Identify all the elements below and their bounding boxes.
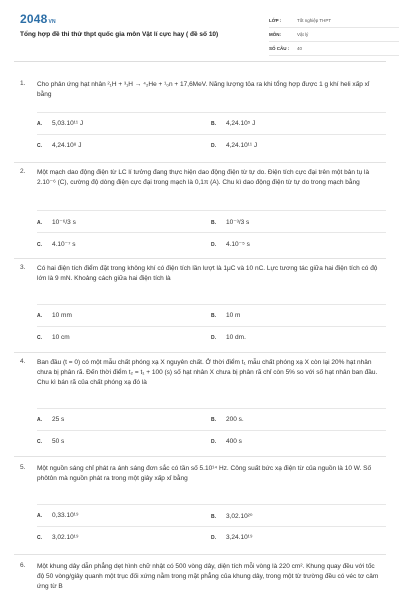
option-text: 400 s <box>226 438 242 445</box>
option-d[interactable] <box>211 240 250 248</box>
option-letter: B. <box>211 220 216 226</box>
option-letter: D. <box>211 439 216 445</box>
option-d[interactable] <box>211 438 242 445</box>
answer-options <box>37 210 386 254</box>
option-a[interactable] <box>37 512 79 519</box>
option-letter: B. <box>211 417 216 423</box>
option-a[interactable] <box>37 218 76 226</box>
option-text: 3,02.10¹⁹ <box>52 534 79 541</box>
option-d[interactable] <box>211 142 257 149</box>
option-c[interactable] <box>37 334 70 341</box>
question-text: Ban đầu (t = 0) có một mẫu chất phóng xạ X nguyên chất. Ở thời điểm t₁ mẫu chất phóng xạ X còn lại 20% hạt nhân chưa bị phân rã. Đến thời điểm t₂ = t₁ + 100 (s) số hạt nhân X chưa bị phân rã chỉ còn 5% so với số hạt nhân ban đầu. Chu kì bán rã của chất phóng xạ đó là <box>37 359 378 386</box>
option-letter: D. <box>211 335 216 341</box>
logo-text: 2048 <box>20 12 48 26</box>
page-title: Tổng hợp đề thi thử thpt quốc gia môn Vật lí cực hay ( đề số 10) <box>20 31 219 38</box>
option-d[interactable] <box>211 534 253 541</box>
option-c[interactable] <box>37 534 79 541</box>
option-b[interactable] <box>211 312 240 319</box>
option-letter: B. <box>211 313 216 319</box>
option-letter: C. <box>37 335 42 341</box>
option-text: 10⁻³/3 s <box>226 219 250 226</box>
meta-value: Tốt nghiệp THPT <box>297 18 332 23</box>
option-letter: A. <box>37 513 42 519</box>
meta-value: 40 <box>297 46 303 51</box>
question-text: Một nguồn sáng chỉ phát ra ánh sáng đơn sắc có tần số 5.10¹⁴ Hz. Công suất bức xạ điện từ của nguồn là 10 W. Số phôtôn mà nguồn phát ra trong một giây xấp xỉ bằng <box>37 465 372 482</box>
option-text: 10 mm <box>52 312 72 319</box>
option-b[interactable] <box>211 512 252 520</box>
option-b[interactable] <box>211 120 255 127</box>
question-number: 5. <box>20 464 26 471</box>
option-text: 0,33.10¹⁹ <box>52 512 79 519</box>
option-row <box>37 430 386 452</box>
option-text: 4,24.10⁵ J <box>226 120 256 127</box>
question-divider <box>14 554 386 555</box>
option-text: 4.10⁻⁵ s <box>226 241 250 248</box>
question-number: 3. <box>20 264 26 271</box>
question-number: 2. <box>20 168 26 175</box>
answer-options <box>37 408 386 452</box>
option-text: 50 s <box>52 438 65 445</box>
option-letter: A. <box>37 220 42 226</box>
question-text: Cho phản ứng hạt nhân ²₁H + ³₁H → ⁴₂He + ¹₀n + 17,6MeV. Năng lượng tỏa ra khi tổng hợp được 1 g khí heli xấp xỉ bằng <box>37 81 370 98</box>
question-number: 6. <box>20 562 26 569</box>
option-letter: A. <box>37 313 42 319</box>
meta-label: LỚP : <box>269 18 282 23</box>
option-row <box>37 526 386 548</box>
option-b[interactable] <box>211 416 244 423</box>
option-letter: C. <box>37 242 42 248</box>
meta-class <box>269 14 399 28</box>
meta-value: Vật lý <box>297 32 309 37</box>
option-a[interactable] <box>37 120 83 127</box>
meta-count <box>269 42 399 56</box>
option-letter: B. <box>211 514 216 520</box>
option-letter: D. <box>211 242 216 248</box>
answer-options <box>37 304 386 348</box>
option-letter: C. <box>37 439 42 445</box>
meta-subject <box>269 28 399 42</box>
question-text: Một mạch dao động điện từ LC lí tưởng đang thực hiện dao động điện từ tự do. Điện tích cực đại trên một bản tụ là 2.10⁻⁶ (C), cường độ dòng điện cực đại trong mạch là 0,1π (A). Chu kì dao động điện từ tự do trong mạch bằng <box>37 169 370 186</box>
option-c[interactable] <box>37 142 82 149</box>
option-letter: C. <box>37 143 42 149</box>
question-number: 1. <box>20 80 26 87</box>
option-letter: A. <box>37 121 42 127</box>
question-divider <box>14 352 386 353</box>
option-text: 3,02.10²⁰ <box>226 513 253 520</box>
question-divider <box>14 162 386 163</box>
option-row <box>37 304 386 326</box>
option-b[interactable] <box>211 218 249 226</box>
option-row <box>37 134 386 156</box>
option-row <box>37 408 386 430</box>
meta-label: SỐ CÂU : <box>269 46 290 51</box>
answer-options <box>37 504 386 548</box>
option-letter: C. <box>37 535 42 541</box>
option-a[interactable] <box>37 312 72 319</box>
option-c[interactable] <box>37 240 76 248</box>
answer-options <box>37 112 386 156</box>
option-text: 4,24.10⁸ J <box>52 142 82 149</box>
question-divider <box>14 258 386 259</box>
option-c[interactable] <box>37 438 64 445</box>
option-row <box>37 504 386 526</box>
option-row <box>37 232 386 254</box>
option-text: 10⁻⁶/3 s <box>52 219 76 226</box>
option-letter: B. <box>211 121 216 127</box>
option-text: 5,03.10¹¹ J <box>52 120 84 127</box>
option-text: 10 cm <box>52 334 70 341</box>
option-text: 10 dm. <box>226 334 246 341</box>
option-text: 4,24.10¹¹ J <box>226 142 258 149</box>
question-divider <box>14 456 386 457</box>
page-header <box>14 0 386 62</box>
site-logo[interactable] <box>20 12 56 26</box>
option-text: 200 s. <box>226 416 244 423</box>
option-text: 10 m <box>226 312 241 319</box>
meta-label: MÔN: <box>269 32 281 37</box>
option-d[interactable] <box>211 334 246 341</box>
option-text: 25 s <box>52 416 65 423</box>
option-row <box>37 112 386 134</box>
option-row <box>37 326 386 348</box>
exam-meta <box>269 14 399 56</box>
option-letter: A. <box>37 417 42 423</box>
question-text: Có hai điện tích điểm đặt trong không khí có điện tích lần lượt là 1μC và 10 nC. Lực tương tác giữa hai điện tích có độ lớn là 9 mN. Khoảng cách giữa hai điện tích là <box>37 265 378 282</box>
option-text: 3,24.10¹⁹ <box>226 534 253 541</box>
option-letter: D. <box>211 143 216 149</box>
option-row <box>37 210 386 232</box>
option-letter: D. <box>211 535 216 541</box>
option-a[interactable] <box>37 416 64 423</box>
option-text: 4.10⁻⁷ s <box>52 241 76 248</box>
question-number: 4. <box>20 358 26 365</box>
logo-suffix: VN <box>48 19 56 25</box>
question-text: Một khung dây dẫn phẳng dẹt hình chữ nhật có 500 vòng dây, diện tích mỗi vòng là 220 cm². Khung quay đều với tốc độ 50 vòng/giây quanh một trục đối xứng nằm trong mặt phẳng của khung dây, trong một từ trường đều có véc tơ cảm ứng từ B <box>37 563 379 590</box>
